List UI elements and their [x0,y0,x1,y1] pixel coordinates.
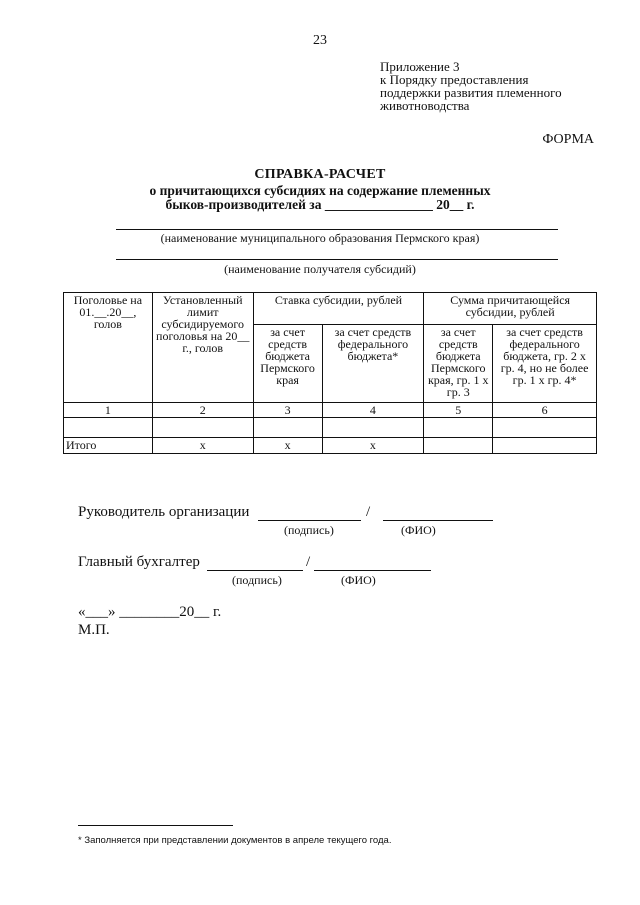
data-cell [322,418,424,438]
stamp-place: М.П. [78,622,110,638]
head-sign-line [258,520,361,521]
data-cell [424,418,493,438]
appendix-line: Приложение 3 [380,59,460,74]
separator-slash: / [366,504,371,520]
document-title: СПРАВКА-РАСЧЕТ [254,167,386,182]
number-row [64,403,597,418]
data-cell [64,418,153,438]
appendix-block [380,60,562,112]
accountant-sign-line [207,570,303,571]
header-cell: за счет средств федерального бюджета, гр. 2 х гр. 4, но не более гр. 1 х гр. 4* [493,325,597,403]
form-label: ФОРМА [542,132,594,147]
total-label: Итого [64,438,153,454]
subtitle-line: о причитающихся субсидиях на содержание племенных [149,183,491,198]
footnote: * Заполняется при представлении документов в апреле текущего года. [78,835,392,846]
number-cell: 6 [493,403,597,418]
subtitle-line: быков-производителей за ________________ 20__ г. [165,197,475,212]
total-cell: x [152,438,253,454]
appendix-line: к Порядку предоставления [380,72,529,87]
head-signature-label: Руководитель организации [78,504,250,520]
accountant-signature-label: Главный бухгалтер [78,554,200,570]
number-cell: 1 [64,403,153,418]
document-subtitle [0,184,640,212]
number-cell: 4 [322,403,424,418]
footnote-rule [78,825,233,826]
header-cell: за счет средств бюджета Пермского края, гр. 1 х гр. 3 [424,325,493,403]
head-name-hint: (ФИО) [401,523,436,537]
calculation-table [63,292,597,454]
total-cell [493,438,597,454]
recipient-line [116,259,558,260]
accountant-sign-hint: (подпись) [232,573,282,587]
date-line: «___» ________20__ г. [78,604,222,620]
data-cell [253,418,322,438]
total-cell: x [253,438,322,454]
municipality-caption: (наименование муниципального образования Пермского края) [160,231,480,245]
appendix-line: поддержки развития племенного [380,85,562,100]
number-cell: 2 [152,403,253,418]
separator-slash: / [306,554,311,570]
data-cell [493,418,597,438]
header-group-rate: Ставка субсидии, рублей [253,293,424,325]
header-cell: за счет средств бюджета Пермского края [253,325,322,403]
municipality-line [116,229,558,230]
data-cell [152,418,253,438]
header-group-sum: Сумма причитающейся субсидии, рублей [424,293,597,325]
header-cell: Установленный лимит субсидируемого поголовья на 20__ г., голов [152,293,253,403]
total-row [64,438,597,454]
head-sign-hint: (подпись) [284,523,334,537]
accountant-name-line [314,570,431,571]
total-cell [424,438,493,454]
appendix-line: животноводства [380,98,470,113]
number-cell: 3 [253,403,322,418]
accountant-name-hint: (ФИО) [341,573,376,587]
header-cell: Поголовье на 01.__.20__, голов [64,293,153,403]
header-cell: за счет средств федерального бюджета* [322,325,424,403]
page-number: 23 [313,33,327,48]
empty-row [64,418,597,438]
total-cell: x [322,438,424,454]
head-name-line [383,520,493,521]
recipient-caption: (наименование получателя субсидий) [224,262,416,276]
number-cell: 5 [424,403,493,418]
